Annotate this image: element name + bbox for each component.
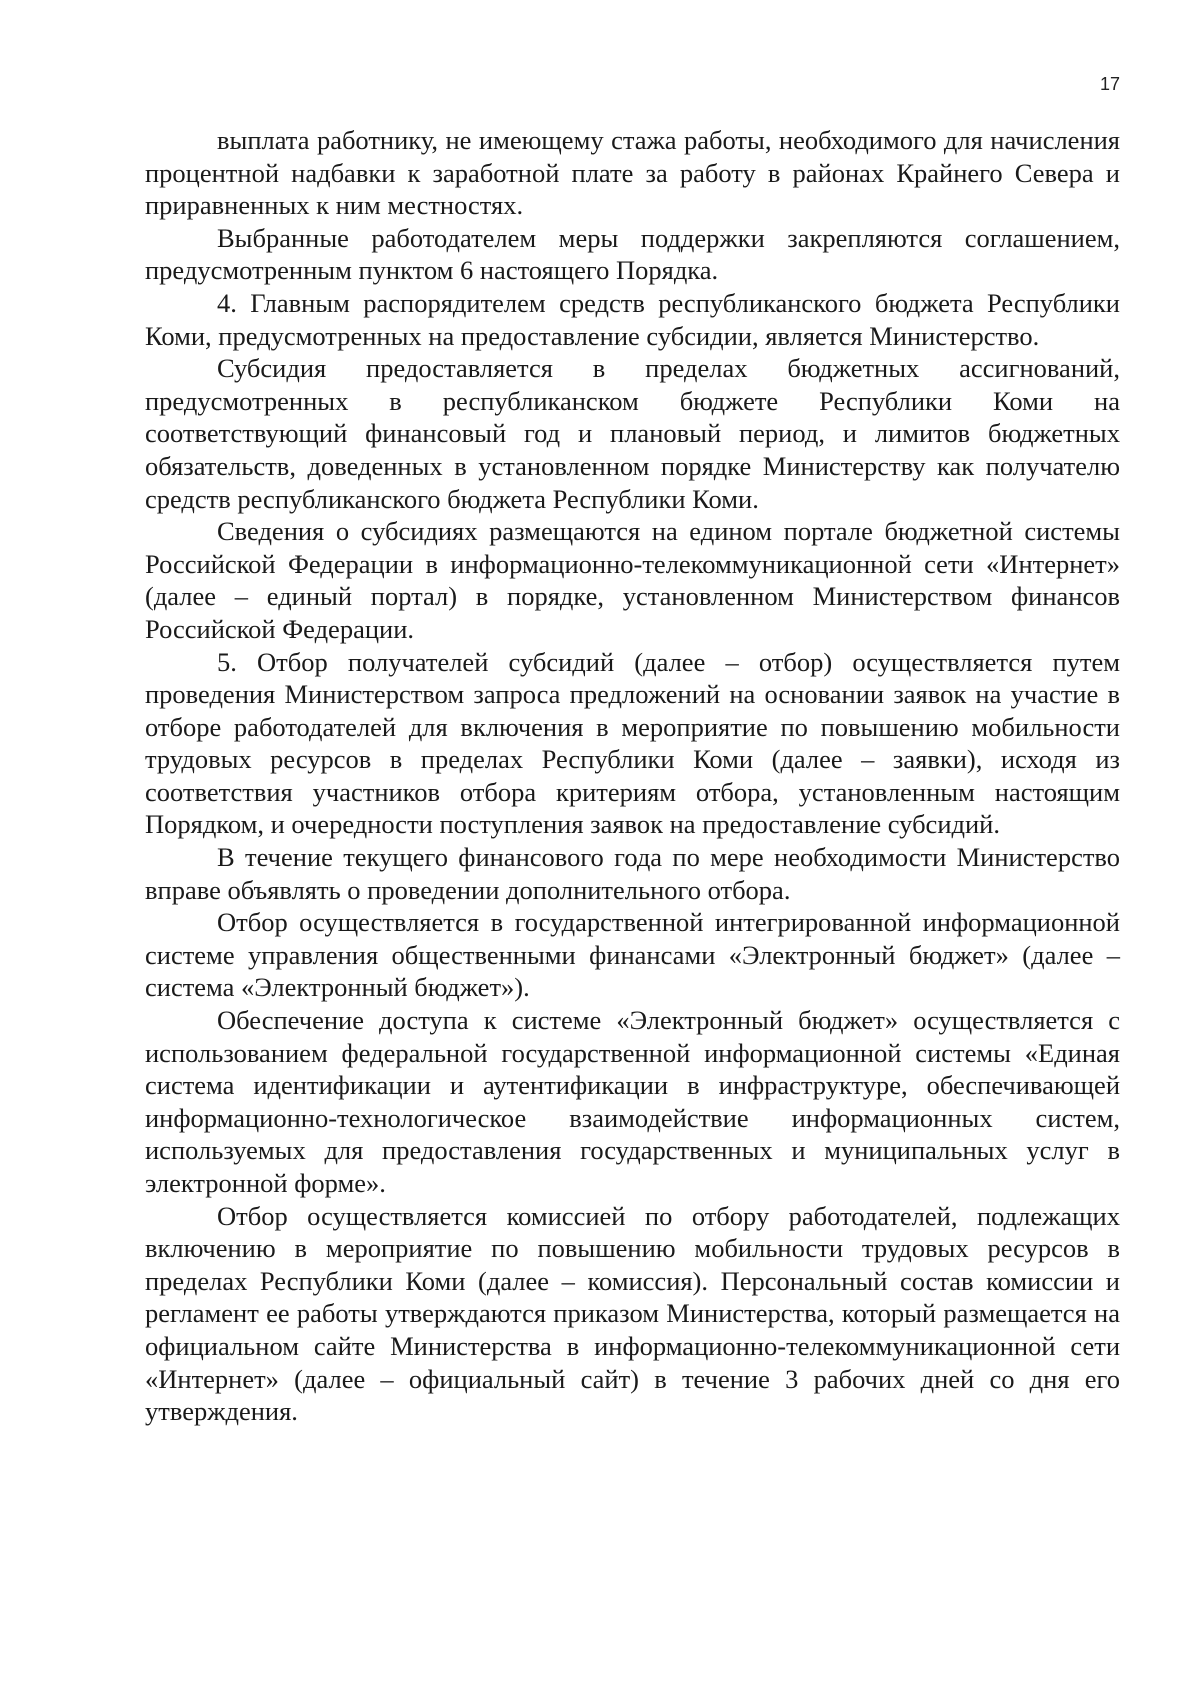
page-number: 17 <box>1099 74 1120 94</box>
paragraph: Сведения о субсидиях размещаются на едином портале бюджетной системы Российской Федерации в информационно-телекоммуникационной сети «Интернет» (далее – единый портал) в порядке, установленном Министерством финансов Российской Федерации. <box>145 516 1120 644</box>
document-body <box>145 124 1120 1428</box>
paragraph: В течение текущего финансового года по мере необходимости Министерство вправе объявлять о проведении дополнительного отбора. <box>145 842 1120 905</box>
paragraph: выплата работнику, не имеющему стажа работы, необходимого для начисления процентной надбавки к заработной плате за работу в районах Крайнего Севера и приравненных к ним местностях. <box>145 125 1120 221</box>
paragraph: Субсидия предоставляется в пределах бюджетных ассигнований, предусмотренных в республиканском бюджете Республики Коми на соответствующий финансовый год и плановый период, и лимитов бюджетных обязательств, доведенных в установленном порядке Министерству как получателю средств республиканского бюджета Республики Коми. <box>145 353 1120 514</box>
paragraph: Отбор осуществляется в государственной интегрированной информационной системе управления общественными финансами «Электронный бюджет» (далее – система «Электронный бюджет»). <box>145 907 1120 1003</box>
paragraph: 4. Главным распорядителем средств республиканского бюджета Республики Коми, предусмотренных на предоставление субсидии, является Министерство. <box>145 287 1120 351</box>
paragraph: Обеспечение доступа к системе «Электронный бюджет» осуществляется с использованием федеральной государственной информационной системы «Единая система идентификации и аутентификации в инфраструктуре, обеспечивающей информационно-технологическое взаимодействие информационных систем, используемых для предоставления государственных и муниципальных услуг в электронной форме». <box>145 1005 1120 1198</box>
paragraph: 5. Отбор получателей субсидий (далее – отбор) осуществляется путем проведения Министерством запроса предложений на основании заявок на участие в отборе работодателей для включения в мероприятие по повышению мобильности трудовых ресурсов в пределах Республики Коми (далее – заявки), исходя из соответствия участников отбора критериям отбора, установленным настоящим Порядком, и очередности поступления заявок на предоставление субсидий. <box>145 646 1120 840</box>
paragraph: Выбранные работодателем меры поддержки закрепляются соглашением, предусмотренным пунктом 6 настоящего Порядка. <box>145 222 1120 286</box>
paragraph: Отбор осуществляется комиссией по отбору работодателей, подлежащих включению в мероприятие по повышению мобильности трудовых ресурсов в пределах Республики Коми (далее – комиссия). Персональный состав комиссии и регламент ее работы утверждаются приказом Министерства, который размещается на официальном сайте Министерства в информационно-телекоммуникационной сети «Интернет» (далее – официальный сайт) в течение 3 рабочих дней со дня его утверждения. <box>145 1200 1120 1427</box>
